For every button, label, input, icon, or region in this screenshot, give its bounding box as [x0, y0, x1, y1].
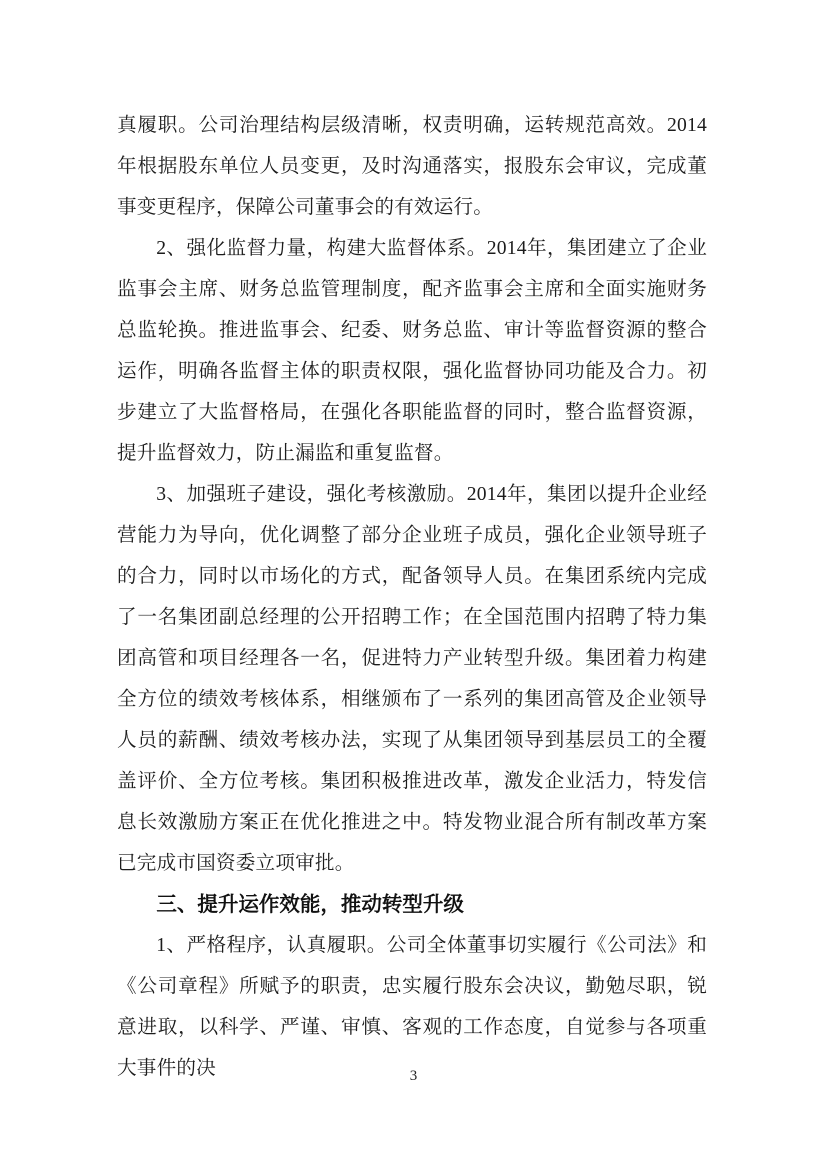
paragraph-item-2: 2、强化监督力量，构建大监督体系。2014年，集团建立了企业监事会主席、财务总监管理制度，配齐监事会主席和全面实施财务总监轮换。推进监事会、纪委、财务总监、审计等监督资源的整合运作，明确各监督主体的职责权限，强化监督协同功能及合力。初步建立了大监督格局，在强化各职能监督的同时，整合监督资源，提升监督效力，防止漏监和重复监督。	[117, 238, 707, 464]
page-number: 3	[409, 1068, 418, 1084]
paragraph-item-1: 1、严格程序，认真履职。公司全体董事切实履行《公司法》和《公司章程》所赋予的职责，忠实履行股东会决议，勤勉尽职，锐意进取，以科学、严谨、审慎、客观的工作态度，自觉参与各项重大事件的决	[117, 935, 707, 1079]
page-footer	[0, 1066, 827, 1086]
document-body	[117, 105, 707, 1089]
section-heading: 三、提升运作效能，推动转型升级	[156, 893, 464, 916]
paragraph-continuation: 真履职。公司治理结构层级清晰，权责明确，运转规范高效。2014 年根据股东单位人员变更，及时沟通落实，报股东会审议，完成董事变更程序，保障公司董事会的有效运行。	[117, 115, 707, 218]
paragraph-item-3: 3、加强班子建设，强化考核激励。2014年，集团以提升企业经营能力为导向，优化调整了部分企业班子成员，强化企业领导班子的合力，同时以市场化的方式，配备领导人员。在集团系统内完成了一名集团副总经理的公开招聘工作；在全国范围内招聘了特力集团高管和项目经理各一名，促进特力产业转型升级。集团着力构建全方位的绩效考核体系，相继颁布了一系列的集团高管及企业领导人员的薪酬、绩效考核办法，实现了从集团领导到基层员工的全覆盖评价、全方位考核。集团积极推进改革，激发企业活力，特发信息长效激励方案正在优化推进之中。特发物业混合所有制改革方案已完成市国资委立项审批。	[117, 484, 707, 874]
